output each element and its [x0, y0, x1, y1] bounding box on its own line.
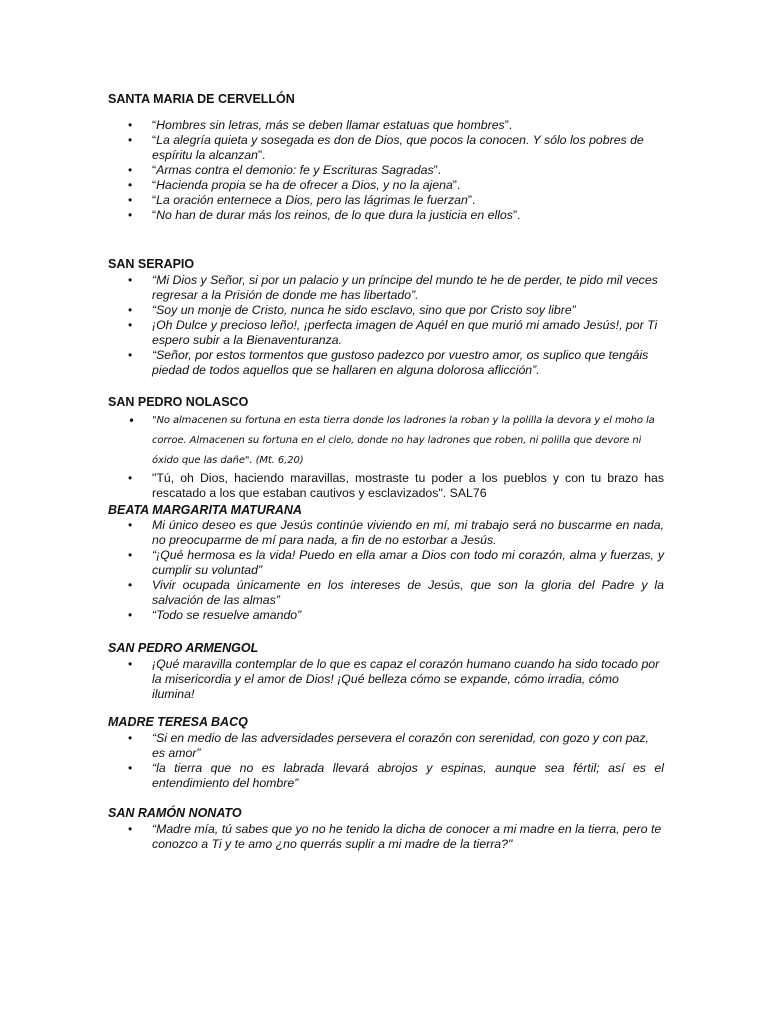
list-item: • “¡Qué hermosa es la vida! Puedo en ella amar a Dios con todo mi corazón, alma y fuerzas, y cumplir su voluntad”	[108, 548, 664, 578]
list-item: • “Madre mía, tú sabes que yo no he tenido la dicha de conocer a mi madre en la tierra, pero te conozco a Ti y te amo ¿no querrás suplir a mi madre de la tierra?"	[108, 822, 664, 852]
section-san-pedro-armengol	[108, 640, 664, 702]
list-item: • ¡Qué maravilla contemplar de lo que es capaz el corazón humano cuando ha sido tocado por la misericordia y el amor de Dios! ¡Qué belleza cómo se expande, cómo irradia, cómo ilumina!	[108, 657, 664, 702]
section-heading: MADRE TERESA BACQ	[108, 715, 248, 729]
list-item: • ¡Oh Dulce y precioso leño!, ¡perfecta imagen de Aquél en que murió mi amado Jesús!, por Ti espero subir a la Bienaventuranza.	[108, 318, 664, 348]
section-san-pedro-nolasco	[108, 394, 664, 501]
section-san-ramon-nonato	[108, 805, 664, 852]
section-madre-teresa-bacq	[108, 714, 664, 791]
section-heading: SAN PEDRO ARMENGOL	[108, 641, 259, 655]
list-item: • “Soy un monje de Cristo, nunca he sido esclavo, sino que por Cristo soy libre”	[108, 303, 664, 318]
list-item: • “Hacienda propia se ha de ofrecer a Dios, y no la ajena”.	[108, 178, 664, 193]
list-item: • Mi único deseo es que Jesús continúe viviendo en mí, mi trabajo será no buscarme en nada, no preocuparme de mí para nada, a fin de no estorbar a Jesús.	[108, 518, 664, 548]
section-heading: SAN SERAPIO	[108, 257, 195, 271]
list-item: • Vivir ocupada únicamente en los intereses de Jesús, que son la gloria del Padre y la salvación de las almas”	[108, 578, 664, 608]
list-item: • “Mi Dios y Señor, si por un palacio y un príncipe del mundo te he de perder, te pido mil veces regresar a la Prisión de donde me has libertado”.	[108, 273, 664, 303]
section-heading: SAN PEDRO NOLASCO	[108, 395, 249, 409]
section-san-serapio	[108, 256, 664, 378]
list-item: • “La alegría quieta y sosegada es don de Dios, que pocos la conocen. Y sólo los pobres de espíritu la alcanzan”.	[108, 133, 664, 163]
section-santa-maria-de-cervellon	[108, 91, 664, 223]
quote-list	[108, 118, 664, 223]
list-item: • “Hombres sin letras, más se deben llamar estatuas que hombres”.	[108, 118, 664, 133]
section-heading: SAN RAMÓN NONATO	[108, 806, 242, 820]
list-item: • "No almacenen su fortuna en esta tierra donde los ladrones la roban y la polilla la devora y el moho la corroe. Almacenen su fortuna en el cielo, donde no hay ladrones que roben, ni polilla que devore ni óxido que las dañe". (Mt. 6,20)	[108, 411, 664, 471]
list-item: • “Todo se resuelve amando”	[108, 608, 664, 623]
list-item: • “La oración enternece a Dios, pero las lágrimas le fuerzan”.	[108, 193, 664, 208]
list-item: • “Si en medio de las adversidades persevera el corazón con serenidad, con gozo y con paz, es amor”	[108, 731, 664, 761]
section-heading: BEATA MARGARITA MATURANA	[108, 503, 302, 517]
section-heading: SANTA MARIA DE CERVELLÓN	[108, 92, 295, 106]
section-beata-margarita-maturana	[108, 502, 664, 623]
quote-list	[108, 731, 664, 791]
quote-list	[108, 822, 664, 852]
quote-list	[108, 518, 664, 623]
list-item: • "Tú, oh Dios, haciendo maravillas, mostraste tu poder a los pueblos y con tu brazo has rescatado a los que estaban cautivos y esclavizados". SAL76	[108, 471, 664, 501]
quote-list	[108, 273, 664, 378]
list-item: • “Armas contra el demonio: fe y Escrituras Sagradas”.	[108, 163, 664, 178]
list-item: • “Señor, por estos tormentos que gustoso padezco por vuestro amor, os suplico que tengáis piedad de todos aquellos que se hallaren en alguna dolorosa aflicción”.	[108, 348, 664, 378]
quote-list	[108, 411, 664, 501]
list-item: • “No han de durar más los reinos, de lo que dura la justicia en ellos”.	[108, 208, 664, 223]
list-item: • “la tierra que no es labrada llevará abrojos y espinas, aunque sea fértil; así es el entendimiento del hombre”	[108, 761, 664, 791]
quote-list	[108, 657, 664, 702]
